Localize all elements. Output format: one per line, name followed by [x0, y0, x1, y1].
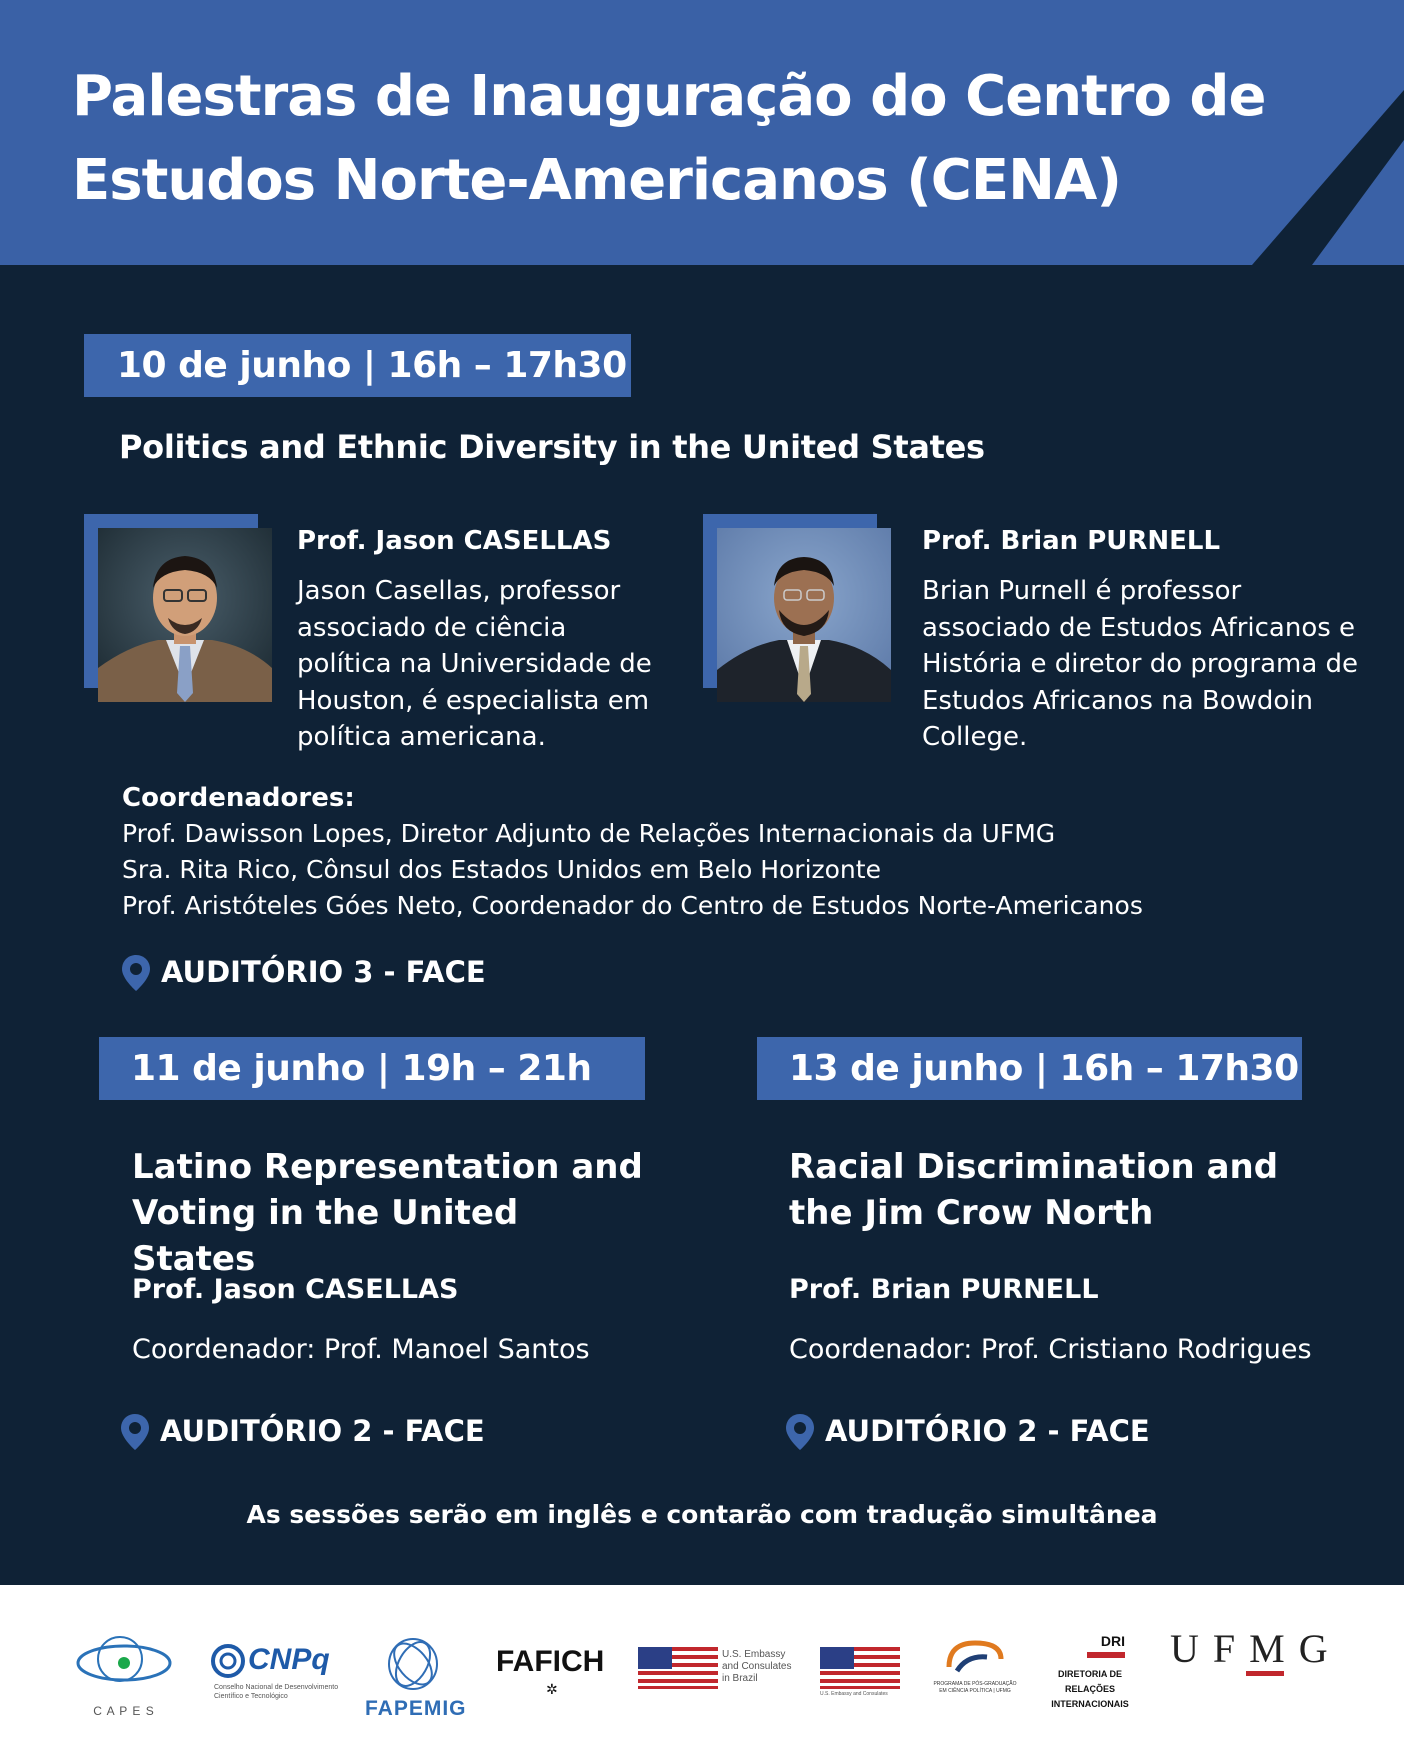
cnpq-sublabel: Conselho Nacional de Desenvolvimento Científico e Tecnológico [214, 1684, 339, 1700]
session3-date-bar: 13 de junho | 16h – 17h30 [757, 1037, 1302, 1100]
venue-label: AUDITÓRIO 2 - FACE [160, 1414, 485, 1448]
venue-label: AUDITÓRIO 3 - FACE [161, 955, 486, 989]
fafich-logo [496, 1645, 616, 1705]
fapemig-logo [363, 1635, 467, 1735]
venue-label: AUDITÓRIO 2 - FACE [825, 1414, 1150, 1448]
fafich-star-icon: ✲ [546, 1681, 558, 1697]
speaker2-name: Prof. Brian PURNELL [922, 526, 1221, 556]
cnpq-label: CNPq [248, 1643, 330, 1676]
session2-date-bar: 11 de junho | 19h – 21h [99, 1037, 645, 1100]
speaker2-photo-frame [703, 514, 878, 689]
coordinator-line: Prof. Dawisson Lopes, Diretor Adjunto de Relações Internacionais da UFMG [122, 819, 1056, 848]
coordinator-line: Sra. Rita Rico, Cônsul dos Estados Unidos em Belo Horizonte [122, 855, 881, 884]
speaker2-photo [717, 528, 891, 702]
dri-sublabel: DIRETORIA DE RELAÇÕES INTERNACIONAIS [1051, 1669, 1129, 1709]
header-banner [0, 0, 1404, 265]
dri-bar [1087, 1652, 1125, 1658]
session3-coordinator: Coordenador: Prof. Cristiano Rodrigues [789, 1334, 1312, 1365]
capes-emblem-icon [74, 1633, 174, 1693]
page-title: Palestras de Inauguração do Centro de Estudos Norte-Americanos (CENA) [72, 64, 1266, 213]
us-embassy-label-2: U.S. Embassy and Consulates [820, 1691, 888, 1697]
session1-date-bar: 10 de junho | 16h – 17h30 [84, 334, 631, 397]
us-flag-icon [820, 1647, 900, 1689]
fapemig-label: FAPEMIG [365, 1697, 467, 1720]
fafich-label: FAFICH [496, 1645, 605, 1678]
dri-label: DRI [1100, 1633, 1125, 1649]
us-embassy-logo [638, 1647, 798, 1697]
capes-label: C A P E S [93, 1704, 155, 1718]
ppgcp-emblem-icon [943, 1637, 1007, 1677]
location-pin-icon [120, 1413, 150, 1451]
coordinators-heading: Coordenadores: [122, 783, 355, 813]
us-embassy-logo-2 [820, 1647, 904, 1703]
session1-talk-title: Politics and Ethnic Diversity in the United States [119, 428, 985, 466]
session3-speaker: Prof. Brian PURNELL [789, 1274, 1099, 1305]
us-flag-icon [638, 1647, 718, 1689]
ppgcp-logo [930, 1637, 1020, 1727]
location-pin-icon [785, 1413, 815, 1451]
speaker2-bio: Brian Purnell é professor associado de Estudos Africanos e História e diretor do programa de Estudos Africanos na Bowdoin College. [922, 576, 1359, 752]
us-embassy-label: U.S. Embassy and Consulates in Brazil [722, 1649, 792, 1684]
session2-coordinator: Coordenador: Prof. Manoel Santos [132, 1334, 590, 1365]
ufmg-label: UFMG [1170, 1626, 1342, 1671]
cnpq-logo [210, 1643, 350, 1723]
cnpq-emblem-icon [210, 1643, 246, 1679]
fapemig-emblem-icon [383, 1635, 443, 1693]
location-pin-icon [121, 954, 151, 992]
ufmg-logo [1170, 1625, 1342, 1695]
ufmg-bar [1246, 1671, 1284, 1676]
translation-note: As sessões serão em inglês e contarão com tradução simultânea [246, 1500, 1158, 1529]
speaker1-name: Prof. Jason CASELLAS [297, 526, 612, 556]
capes-logo [74, 1633, 174, 1723]
session2-talk-title: Latino Representation and Voting in the United States [132, 1147, 643, 1279]
dri-logo [1045, 1633, 1135, 1733]
speaker1-bio: Jason Casellas, professor associado de ciência política na Universidade de Houston, é especialista em política americana. [297, 576, 652, 752]
speaker1-photo [98, 528, 272, 702]
sponsor-logos-footer [0, 1585, 1404, 1764]
session3-talk-title: Racial Discrimination and the Jim Crow North [789, 1147, 1279, 1233]
speaker1-photo-frame [84, 514, 259, 689]
ppgcp-label: PROGRAMA DE PÓS-GRADUAÇÃO EM CIÊNCIA POLÍTICA | UFMG [933, 1681, 1017, 1694]
session2-speaker: Prof. Jason CASELLAS [132, 1274, 459, 1305]
coordinator-line: Prof. Aristóteles Góes Neto, Coordenador do Centro de Estudos Norte-Americanos [122, 891, 1143, 920]
